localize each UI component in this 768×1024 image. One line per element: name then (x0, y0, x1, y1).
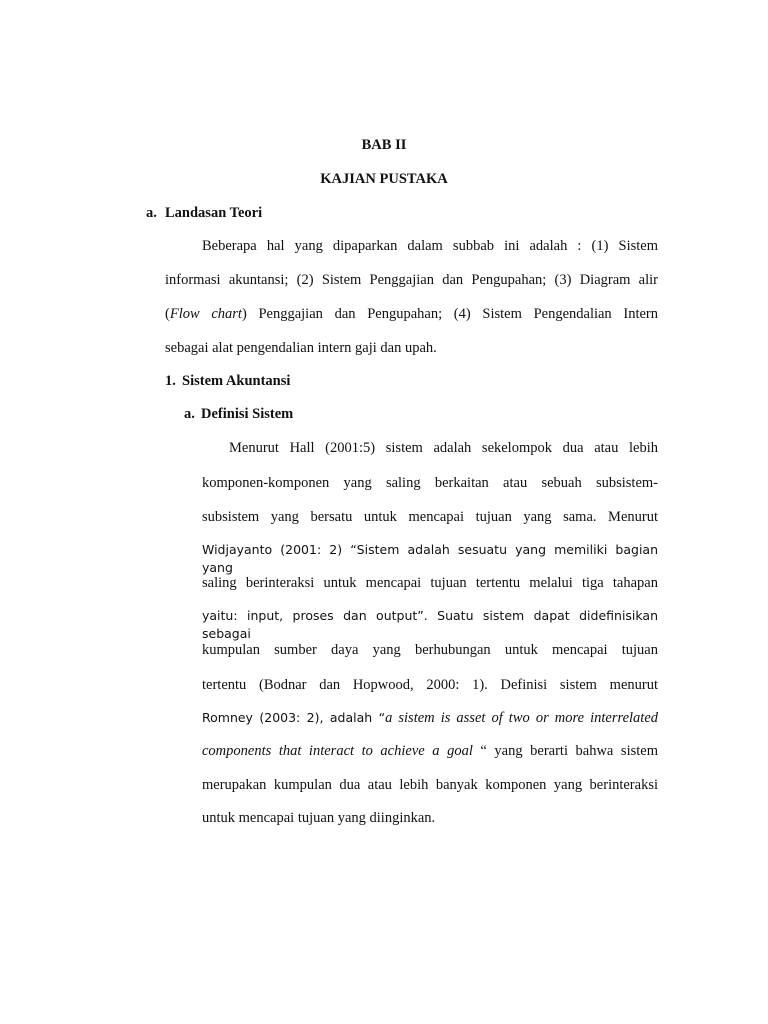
body-line-11: merupakan kumpulan dua atau lebih banyak komponen yang berinteraksi (202, 777, 658, 793)
body-line-1: Menurut Hall (2001:5) sistem adalah sekelompok dua atau lebih (229, 440, 658, 456)
section-1a-title: Definisi Sistem (201, 406, 294, 422)
body-line-7: kumpulan sumber daya yang berhubungan untuk mencapai tujuan (202, 642, 658, 658)
english-definition-part-1: a sistem is asset of two or more interrelated (385, 710, 658, 726)
body-line-2: komponen-komponen yang saling berkaitan atau sebuah subsistem- (202, 475, 658, 491)
body-line-3: subsistem yang bersatu untuk mencapai tujuan yang sama. Menurut (202, 509, 658, 525)
section-a-title: Landasan Teori (165, 205, 263, 221)
section-a-heading (146, 205, 262, 222)
body-line-10 (202, 742, 658, 760)
body-line-4: Widjayanto (2001: 2) “Sistem adalah sesuatu yang memiliki bagian yang (202, 542, 658, 575)
intro-line-4: sebagai alat pengendalian intern gaji dan upah. (165, 340, 437, 356)
intro-line-1: Beberapa hal yang dipaparkan dalam subbab ini adalah : (1) Sistem (202, 238, 658, 254)
section-1-heading (165, 373, 290, 390)
section-1-marker: 1. (165, 373, 176, 389)
intro-line-3-pre: ( (165, 306, 170, 322)
chapter-label: BAB II (361, 137, 407, 153)
intro-line-3-post: ) Penggajian dan Pengupahan; (4) Sistem Pengendalian Intern (241, 306, 658, 322)
body-line-10-post: “ yang berarti bahwa sistem (472, 743, 658, 759)
flow-chart-term: Flow chart (169, 306, 242, 322)
english-definition-part-2: components that interact to achieve a goal (202, 743, 473, 759)
section-1-title: Sistem Akuntansi (182, 373, 291, 389)
chapter-title: KAJIAN PUSTAKA (320, 171, 448, 187)
section-1a-marker: a. (184, 406, 195, 422)
section-1a-heading (184, 406, 293, 423)
section-a-marker: a. (146, 205, 157, 221)
body-line-12: untuk mencapai tujuan yang diinginkan. (202, 810, 436, 826)
intro-line-3 (165, 305, 658, 323)
body-line-8: tertentu (Bodnar dan Hopwood, 2000: 1). Definisi sistem menurut (202, 677, 658, 693)
body-line-6: yaitu: input, proses dan output”. Suatu sistem dapat didefinisikan sebagai (202, 608, 658, 641)
intro-line-2: informasi akuntansi; (2) Sistem Penggajian dan Pengupahan; (3) Diagram alir (165, 272, 658, 288)
body-line-9-pre: Romney (2003: 2), adalah “ (202, 710, 386, 725)
body-line-9 (202, 709, 658, 727)
body-line-5: saling berinteraksi untuk mencapai tujuan tertentu melalui tiga tahapan (202, 575, 658, 591)
